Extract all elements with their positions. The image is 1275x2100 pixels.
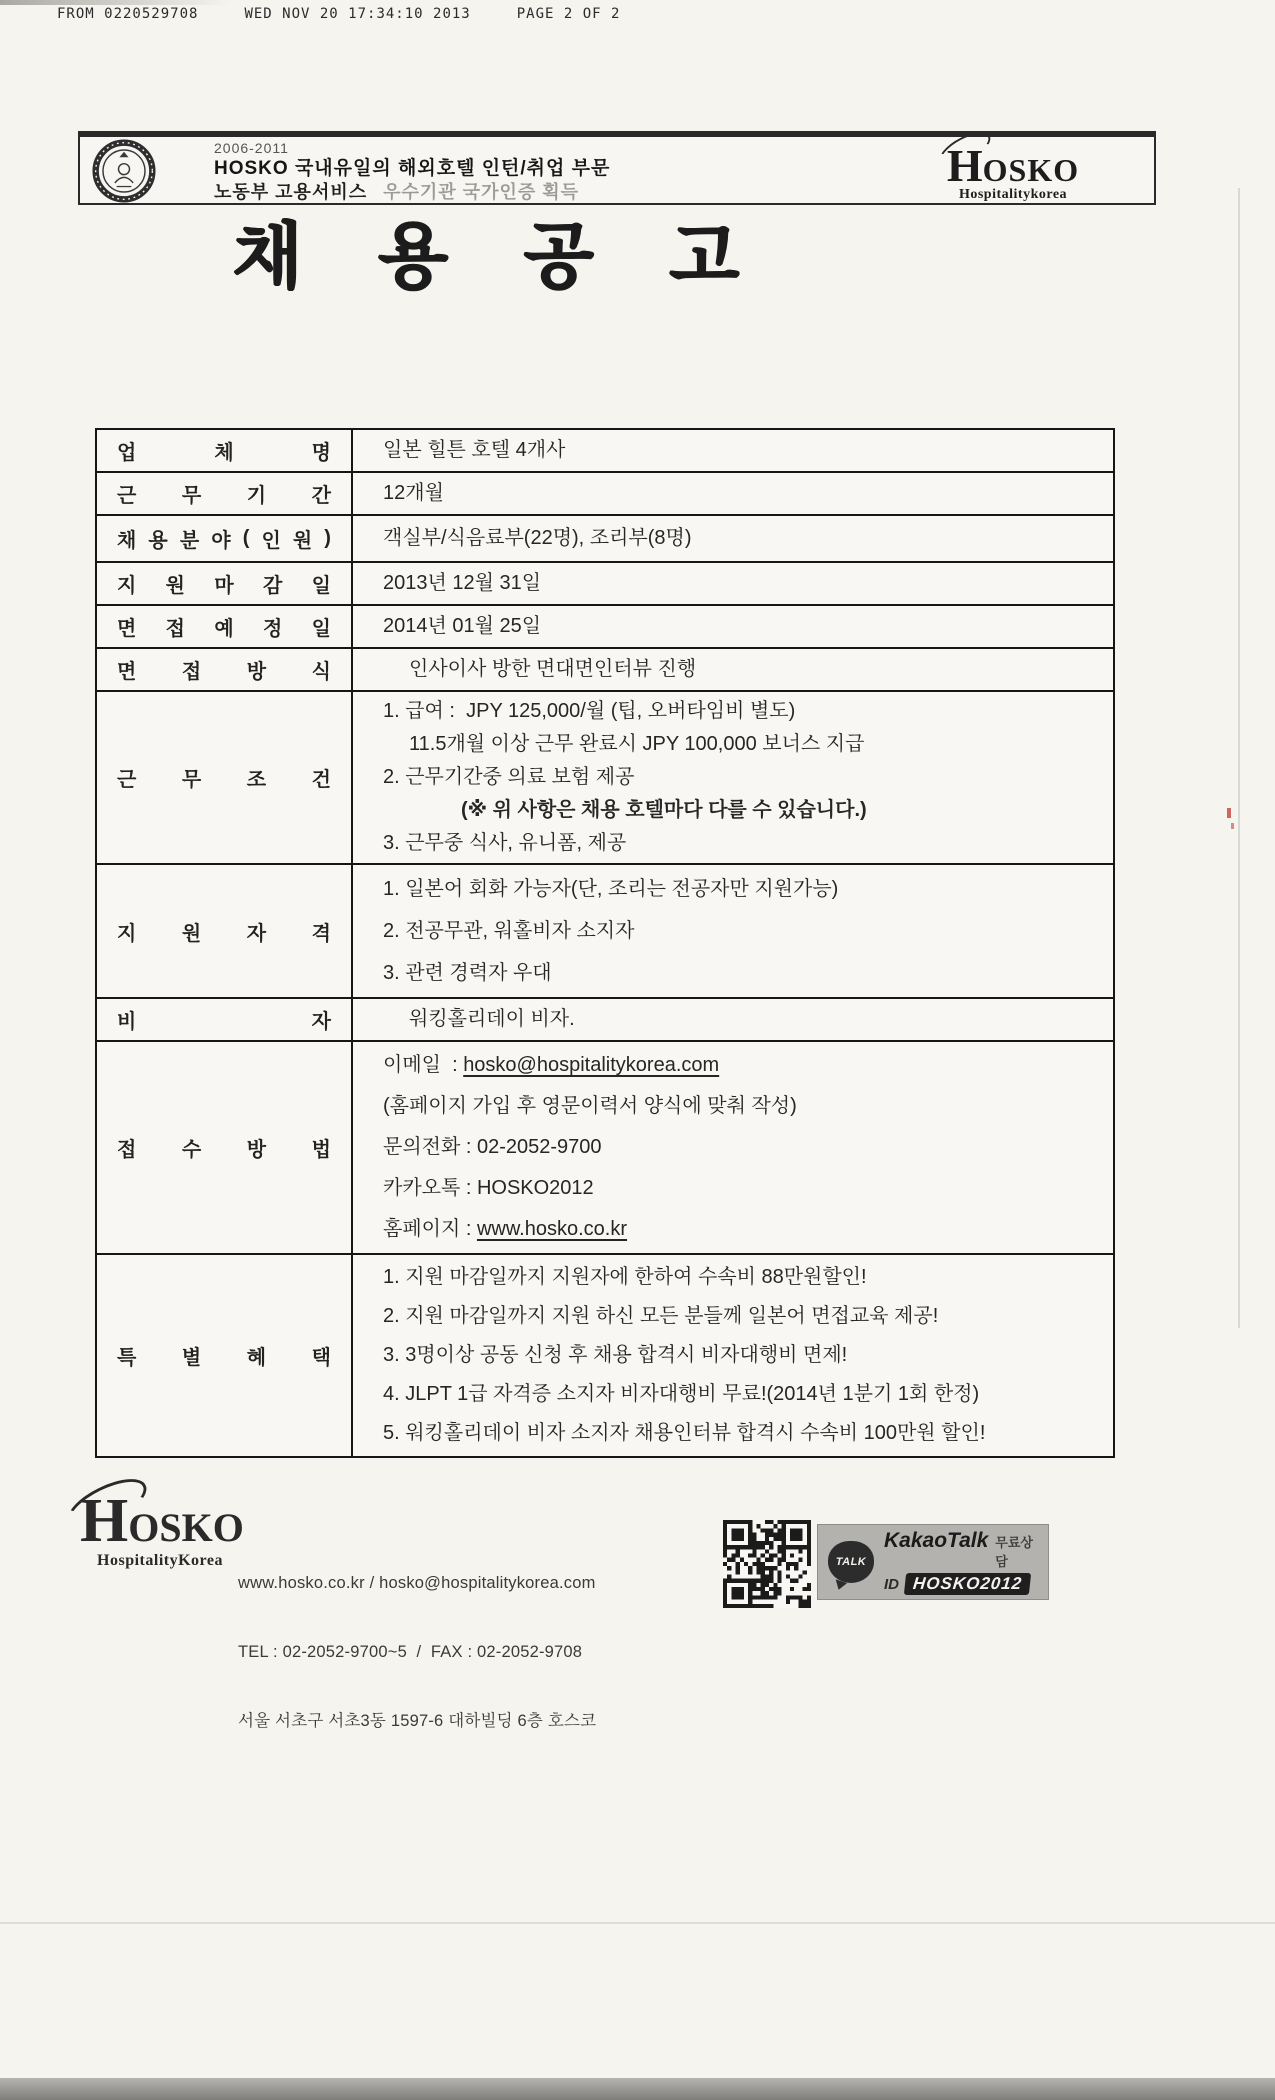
table-row-interview-date: [97, 604, 1113, 647]
row-label-company: 업 체 명: [97, 430, 353, 471]
row-value-qualifications: [353, 865, 1113, 997]
logo-letter-h: H: [80, 1487, 129, 1555]
line-prefix: 홈페이지 :: [383, 1218, 477, 1240]
footer-hosko-logo: [80, 1487, 244, 1570]
text-line: 11.5개월 이상 근무 완료시 JPY 100,000 보너스 지급: [409, 733, 865, 755]
row-value-company: [353, 430, 1113, 471]
footer-contact: [238, 1526, 596, 1779]
table-row-company: [97, 430, 1113, 471]
footer-address: 서울 서초구 서초3동 1597-6 대하빌딩 6층 호스코: [238, 1712, 597, 1730]
kakao-id-value: HOSKO2012: [904, 1573, 1031, 1595]
row-label-special-benefits: 특 별 혜 택: [97, 1255, 353, 1456]
text-line: [383, 1045, 1107, 1086]
text-line: 3. 3명이상 공동 신청 후 채용 합격시 비자대행비 면제!: [383, 1344, 848, 1366]
text-line: (※ 위 사항은 채용 호텔마다 다를 수 있습니다.): [461, 799, 867, 821]
row-value-special-benefits: [353, 1255, 1113, 1456]
table-row-how-to-apply: [97, 1040, 1113, 1253]
row-label-deadline: 지 원 마 감 일: [97, 563, 353, 604]
table-row-work-conditions: [97, 690, 1113, 863]
red-speck-artifact: [1227, 808, 1231, 818]
row-value-positions: [353, 516, 1113, 561]
red-speck-artifact: [1231, 823, 1234, 829]
letterhead-years: 2006-2011: [214, 140, 289, 156]
certification-bold-text: 노동부 고용서비스: [214, 181, 368, 202]
text-line: 4. JLPT 1급 자격증 소지자 비자대행비 무료!(2014년 1분기 1회 한정): [383, 1383, 980, 1405]
row-label-work-conditions: 근 무 조 건: [97, 692, 353, 863]
table-row-positions: [97, 514, 1113, 561]
table-row-visa: [97, 997, 1113, 1040]
row-label-how-to-apply: 접 수 방 법: [97, 1042, 353, 1253]
logo-subtitle: HospitalityKorea: [97, 1551, 223, 1569]
text-line: 2. 지원 마감일까지 지원 하신 모든 분들께 일본어 면접교육 제공!: [383, 1305, 939, 1327]
letterhead-box: [78, 131, 1156, 205]
row-value-interview-date: [353, 606, 1113, 647]
row-value-how-to-apply: [353, 1042, 1113, 1253]
logo-letters-osko: OSKO: [982, 152, 1080, 188]
fax-from: FROM 0220529708: [57, 6, 199, 22]
letterhead-text: [214, 140, 610, 203]
scan-line-artifact: [0, 1922, 1275, 1924]
row-label-qualifications: 지 원 자 격: [97, 865, 353, 997]
text-line: 1. 지원 마감일까지 지원자에 한하여 수속비 88만원할인!: [383, 1266, 867, 1288]
text-line: 카카오톡 : HOSKO2012: [383, 1177, 594, 1199]
kakao-id-label: ID: [884, 1575, 899, 1593]
kakao-service-text: 무료상담: [995, 1535, 1033, 1569]
row-label-interview-date: 면 접 예 정 일: [97, 606, 353, 647]
line-prefix: 이메일 :: [383, 1054, 464, 1076]
text-line: 2. 근무기간중 의료 보험 제공: [383, 766, 635, 788]
row-value-work-period: [353, 473, 1113, 514]
text-line: 워킹홀리데이 비자.: [409, 1008, 575, 1030]
scanner-bottom-band: [0, 2078, 1275, 2100]
fax-header: [57, 6, 620, 22]
scan-smudge-artifact: [0, 0, 230, 5]
row-label-work-period: 근 무 기 간: [97, 473, 353, 514]
text-line: 문의전화 : 02-2052-9700: [383, 1136, 602, 1158]
qr-code-icon: [723, 1520, 811, 1608]
kakao-brand-text: KakaoTalk: [884, 1529, 989, 1552]
kakao-bubble-text: TALK: [835, 1556, 867, 1568]
text-line: 3. 근무중 식사, 유니폼, 제공: [383, 832, 627, 854]
text-line: 2014년 01월 25일: [383, 615, 542, 637]
table-row-interview-method: [97, 647, 1113, 690]
text-line: 인사이사 방한 면대면인터뷰 진행: [409, 658, 697, 680]
text-line: 1. 급여 : JPY 125,000/월 (팁, 오버타임비 별도): [383, 700, 796, 722]
footer-website-email: www.hosko.co.kr / hosko@hospitalitykorea.com: [238, 1574, 596, 1592]
row-label-positions: 채 용 분 야 ( 인 원 ): [97, 516, 353, 561]
underlined-link-text: www.hosko.co.kr: [476, 1218, 628, 1240]
footer-tel-fax: TEL : 02-2052-9700~5 / FAX : 02-2052-9708: [238, 1643, 583, 1661]
fax-datetime: WED NOV 20 17:34:10 2013: [244, 6, 471, 22]
job-table: [95, 428, 1115, 1458]
kakaotalk-bubble-icon: [828, 1541, 874, 1583]
text-line: 객실부/식음료부(22명), 조리부(8명): [383, 527, 692, 549]
logo-subtitle: Hospitalitykorea: [958, 187, 1068, 202]
hosko-logo: [888, 140, 1138, 203]
paper-edge-artifact: [1238, 188, 1240, 1328]
page-title: 채 용 공 고: [232, 217, 742, 297]
letterhead-tagline: HOSKO 국내유일의 해외호텔 인턴/취업 부문: [214, 158, 611, 180]
fax-page-number: PAGE 2 OF 2: [516, 6, 621, 22]
logo-letters-osko: OSKO: [128, 1505, 244, 1550]
text-line: 일본 힐튼 호텔 4개사: [383, 439, 566, 461]
certification-light-text: 우수기관 국가인증 획득: [383, 181, 580, 202]
text-line: 2. 전공무관, 워홀비자 소지자: [383, 920, 635, 942]
text-line: [383, 1209, 1107, 1250]
underlined-link-text: hosko@hospitalitykorea.com: [463, 1054, 720, 1076]
accreditation-seal-icon: [92, 139, 156, 203]
row-value-work-conditions: [353, 692, 1113, 863]
footer: [80, 1487, 1080, 1730]
kakaotalk-badge: [817, 1524, 1049, 1600]
text-line: 1. 일본어 회화 가능자(단, 조리는 전공자만 지원가능): [383, 878, 839, 900]
text-line: 5. 워킹홀리데이 비자 소지자 채용인터뷰 합격시 수속비 100만원 할인!: [383, 1422, 986, 1444]
text-line: 2013년 12월 31일: [383, 572, 542, 594]
table-row-special-benefits: [97, 1253, 1113, 1456]
row-value-visa: [353, 999, 1113, 1040]
text-line: (홈페이지 가입 후 영문이력서 양식에 맞춰 작성): [383, 1095, 797, 1117]
table-row-qualifications: [97, 863, 1113, 997]
text-line: 3. 관련 경력자 우대: [383, 962, 552, 984]
logo-letter-h: H: [946, 140, 983, 191]
table-row-deadline: [97, 561, 1113, 604]
row-label-interview-method: 면 접 방 식: [97, 649, 353, 690]
table-row-work-period: [97, 471, 1113, 514]
row-value-interview-method: [353, 649, 1113, 690]
row-value-deadline: [353, 563, 1113, 604]
row-label-visa: 비 자: [97, 999, 353, 1040]
text-line: 12개월: [383, 482, 444, 504]
